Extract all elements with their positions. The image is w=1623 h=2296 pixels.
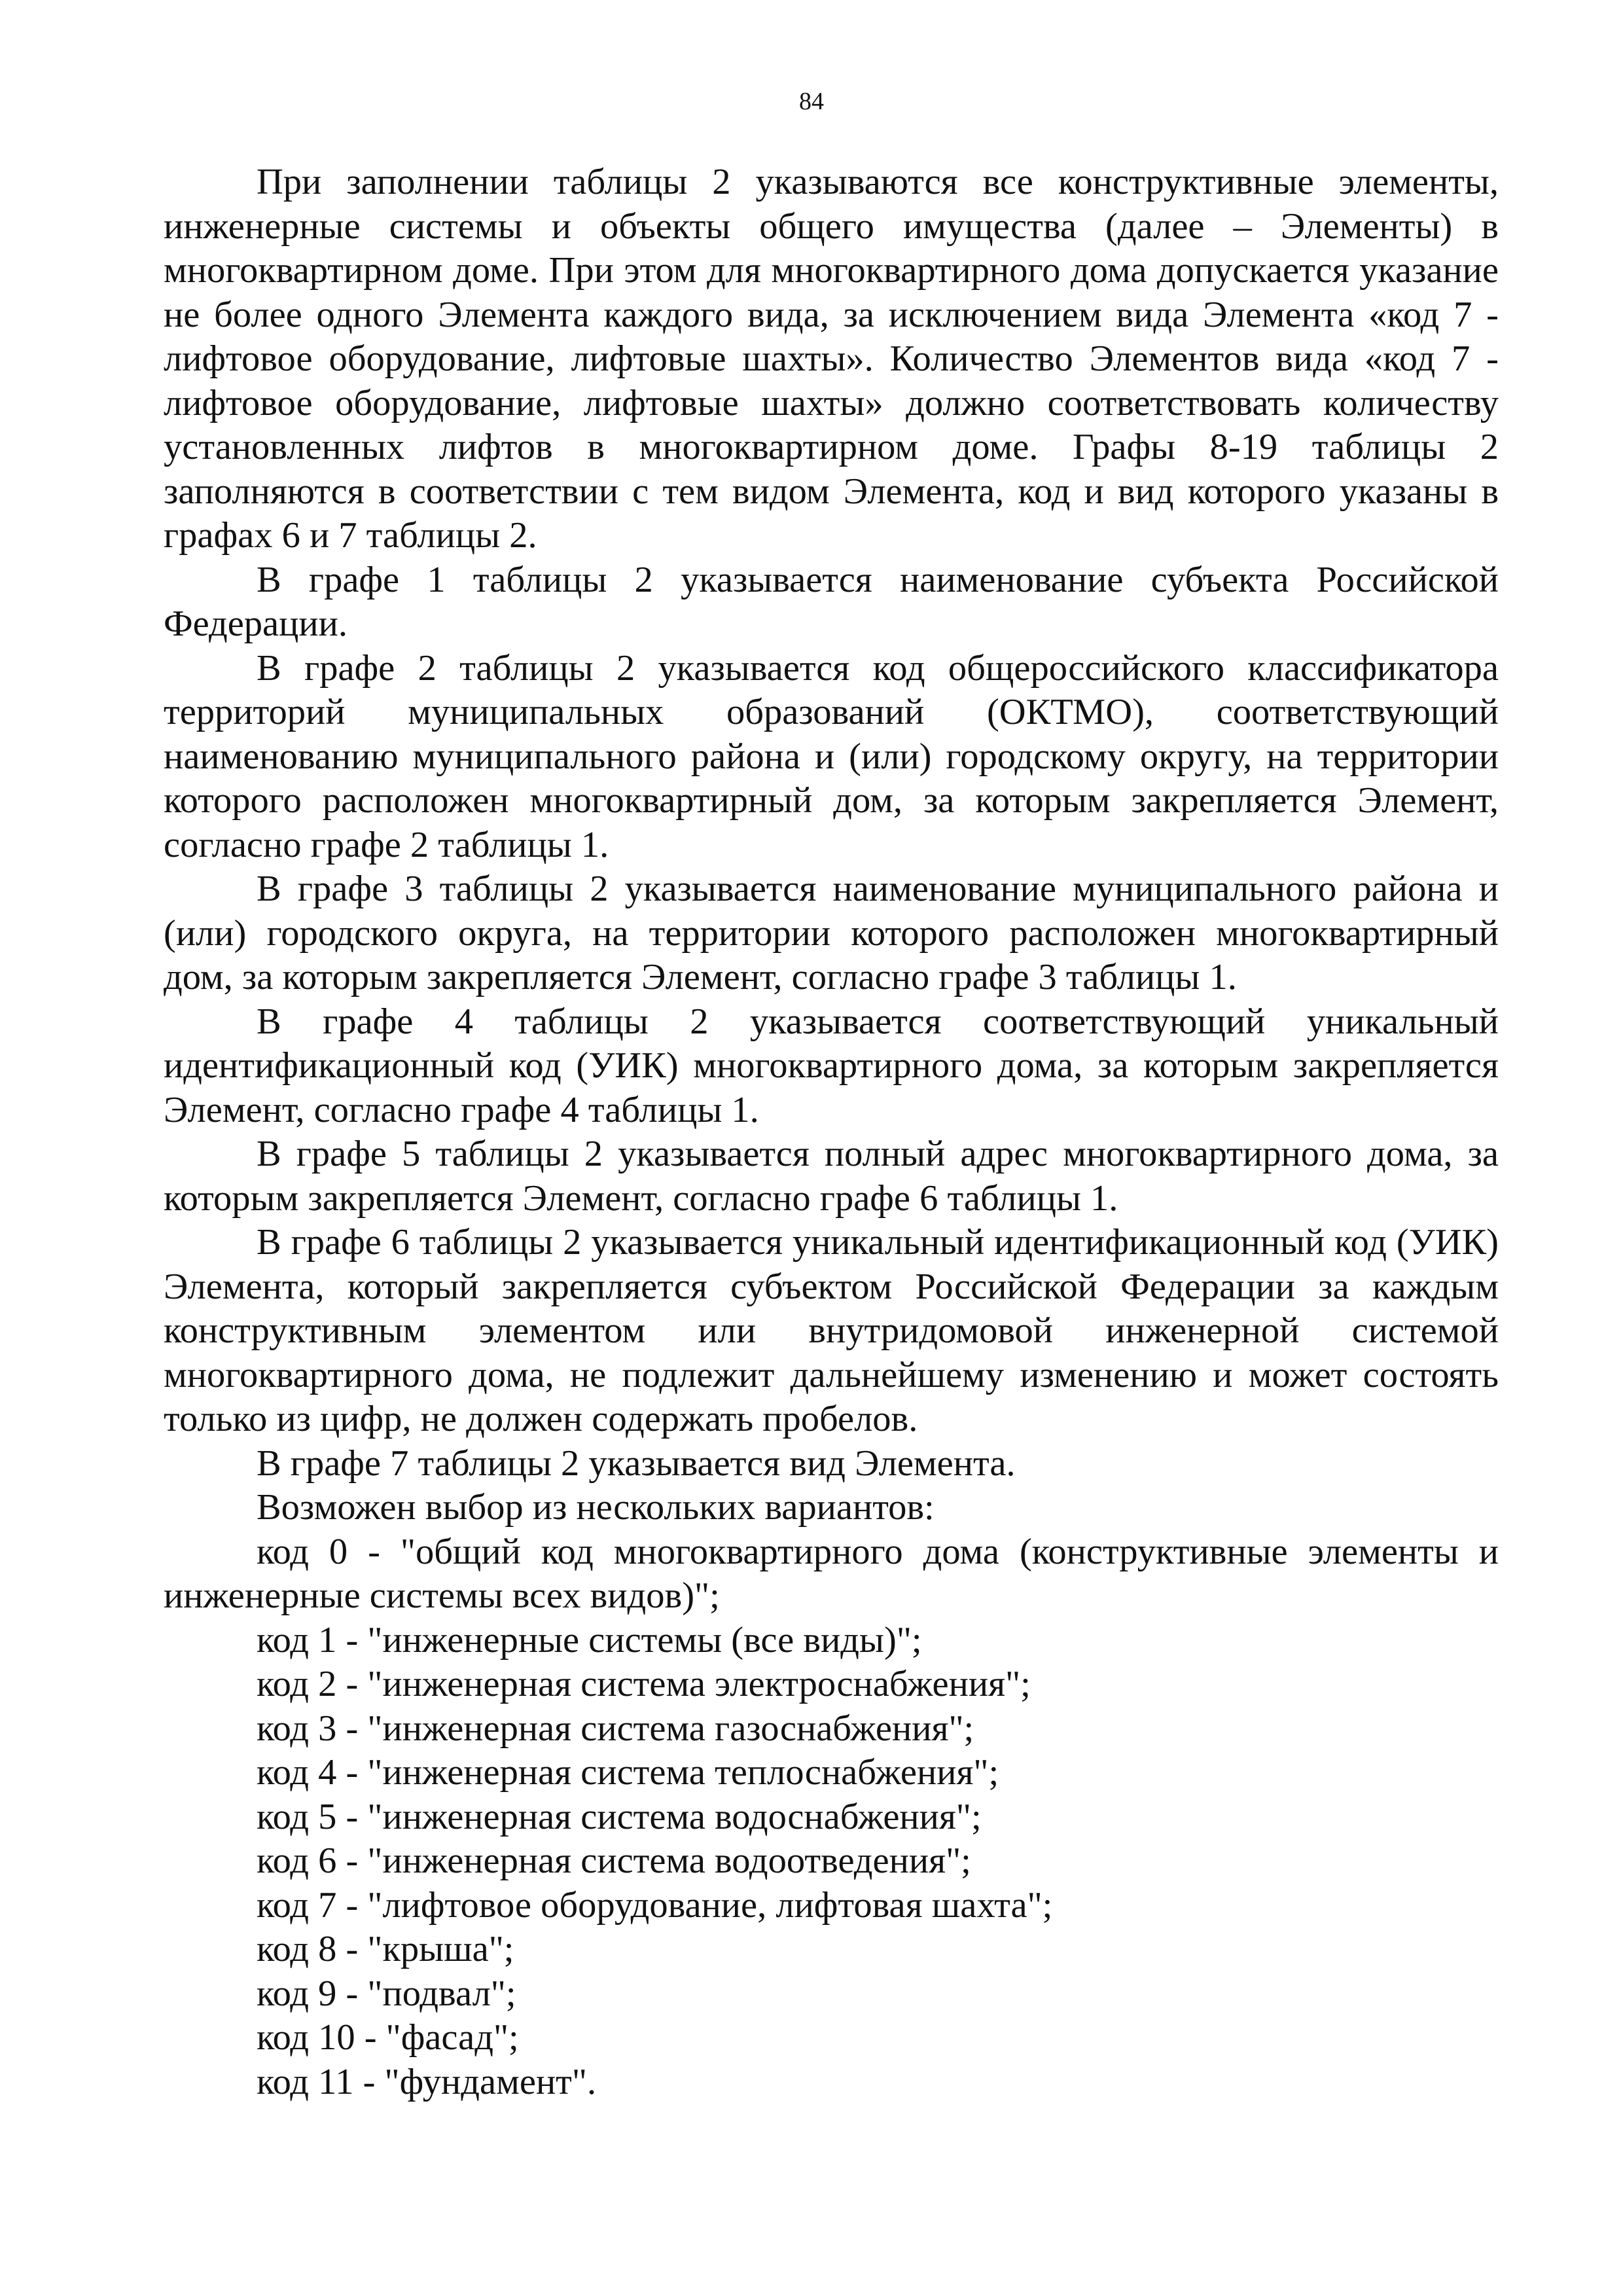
list-item-code-3: код 3 - "инженерная система газоснабжения"; — [257, 1708, 974, 1749]
paragraph-column-4: В графе 4 таблицы 2 указывается соответствующий уникальный идентификационный код (УИК) многоквартирного дома, за которым закрепляется Элемент, согласно графе 4 таблицы 1. — [164, 1001, 1499, 1130]
document-body — [164, 160, 1499, 2104]
paragraph-column-2: В графе 2 таблицы 2 указывается код общероссийского классификатора территорий муниципальных образований (ОКТМО), соответствующий наименованию муниципального района и (или) городскому округу, на территории которого расположен многоквартирный дом, за которым закрепляется Элемент, согласно графе 2 таблицы 1. — [164, 647, 1499, 865]
paragraph-column-5: В графе 5 таблицы 2 указывается полный адрес многоквартирного дома, за которым закрепляется Элемент, согласно графе 6 таблицы 1. — [164, 1134, 1499, 1219]
paragraph-table2-intro: При заполнении таблицы 2 указываются все конструктивные элементы, инженерные системы и объекты общего имущества (далее – Элементы) в многоквартирном доме. При этом для многоквартирного дома допускается указание не более одного Элемента каждого вида, за исключением вида Элемента «код 7 - лифтовое оборудование, лифтовые шахты». Количество Элементов вида «код 7 - лифтовое оборудование, лифтовые шахты» должно соответствовать количеству установленных лифтов в многоквартирном доме. Графы 8-19 таблицы 2 заполняются в соответствии с тем видом Элемента, код и вид которого указаны в графах 6 и 7 таблицы 2. — [164, 162, 1499, 556]
list-item-code-5: код 5 - "инженерная система водоснабжения"; — [257, 1796, 982, 1837]
list-item-code-7: код 7 - "лифтовое оборудование, лифтовая шахта"; — [257, 1884, 1053, 1926]
paragraph-column-3: В графе 3 таблицы 2 указывается наименование муниципального района и (или) городского округа, на территории которого расположен многоквартирный дом, за которым закрепляется Элемент, согласно графе 3 таблицы 1. — [164, 869, 1499, 997]
list-item-code-11: код 11 - "фундамент". — [257, 2061, 597, 2102]
paragraph-column-6: В графе 6 таблицы 2 указывается уникальный идентификационный код (УИК) Элемента, который закрепляется субъектом Российской Федерации за каждым конструктивным элементом или внутридомовой инженерной системой многоквартирного дома, не подлежит дальнейшему изменению и может состоять только из цифр, не должен содержать пробелов. — [164, 1222, 1499, 1439]
list-item-code-10: код 10 - "фасад"; — [257, 2017, 519, 2058]
list-item-code-8: код 8 - "крыша"; — [257, 1929, 514, 1969]
paragraph-options-intro: Возможен выбор из нескольких вариантов: — [257, 1487, 935, 1528]
list-item-code-0: код 0 - "общий код многоквартирного дома (конструктивные элементы и инженерные системы всех видов)"; — [164, 1531, 1499, 1616]
page-number: 84 — [799, 88, 824, 115]
element-code-list — [164, 1530, 1499, 2105]
paragraph-column-7: В графе 7 таблицы 2 указывается вид Элемента. — [257, 1443, 1016, 1484]
list-item-code-4: код 4 - "инженерная система теплоснабжения"; — [257, 1752, 999, 1793]
list-item-code-2: код 2 - "инженерная система электроснабжения"; — [257, 1664, 1031, 1704]
list-item-code-1: код 1 - "инженерные системы (все виды)"; — [257, 1619, 922, 1660]
list-item-code-6: код 6 - "инженерная система водоотведения"; — [257, 1840, 971, 1881]
paragraph-column-1: В графе 1 таблицы 2 указывается наименование субъекта Российской Федерации. — [164, 559, 1499, 644]
list-item-code-9: код 9 - "подвал"; — [257, 1973, 516, 2014]
